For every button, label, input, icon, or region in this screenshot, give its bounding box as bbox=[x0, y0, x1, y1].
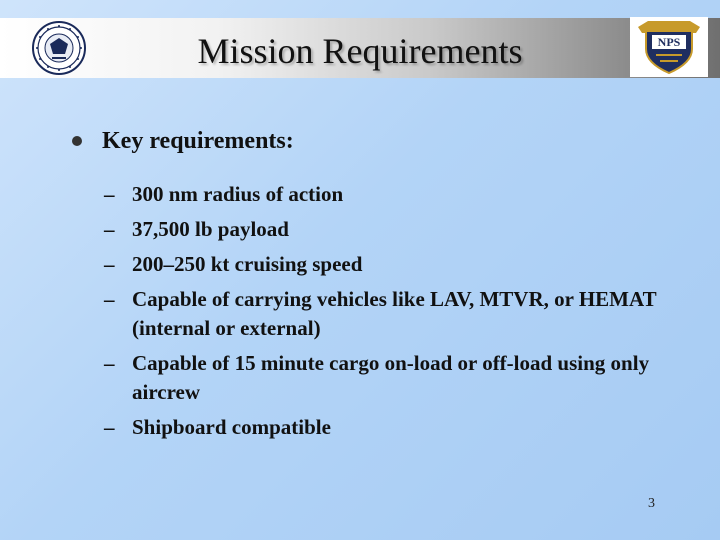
heading-text: Key requirements: bbox=[102, 128, 294, 154]
dash-icon: – bbox=[104, 217, 115, 241]
list-item-text: 200–250 kt cruising speed bbox=[132, 252, 363, 276]
nps-logo-text: NPS bbox=[657, 35, 681, 49]
list-item-text: Capable of 15 minute cargo on-load or off-load using only aircrew bbox=[132, 351, 650, 404]
slide-title: Mission Requirements bbox=[197, 31, 523, 71]
dash-icon: – bbox=[104, 182, 115, 206]
nps-shield-icon bbox=[630, 17, 708, 77]
dash-icon: – bbox=[104, 351, 115, 375]
list-item bbox=[104, 180, 694, 209]
dash-icon: – bbox=[104, 287, 115, 311]
list-item-text: 37,500 lb payload bbox=[132, 217, 289, 241]
bullet-icon bbox=[72, 136, 82, 146]
list-item-text: 300 nm radius of action bbox=[132, 182, 344, 206]
page-number: 3 bbox=[648, 496, 655, 511]
list-item bbox=[104, 285, 694, 343]
list-item-text: Capable of carrying vehicles like LAV, MTVR, or HEMAT (internal or external) bbox=[132, 287, 657, 340]
nps-logo bbox=[630, 17, 708, 77]
list-item bbox=[104, 413, 694, 442]
list-item-text: Shipboard compatible bbox=[132, 415, 331, 439]
list-item bbox=[104, 215, 694, 244]
dash-icon: – bbox=[104, 252, 115, 276]
navy-seal-icon bbox=[30, 20, 88, 76]
requirements-list bbox=[104, 180, 694, 442]
list-item bbox=[104, 250, 694, 279]
list-item bbox=[104, 349, 694, 407]
dash-icon: – bbox=[104, 415, 115, 439]
